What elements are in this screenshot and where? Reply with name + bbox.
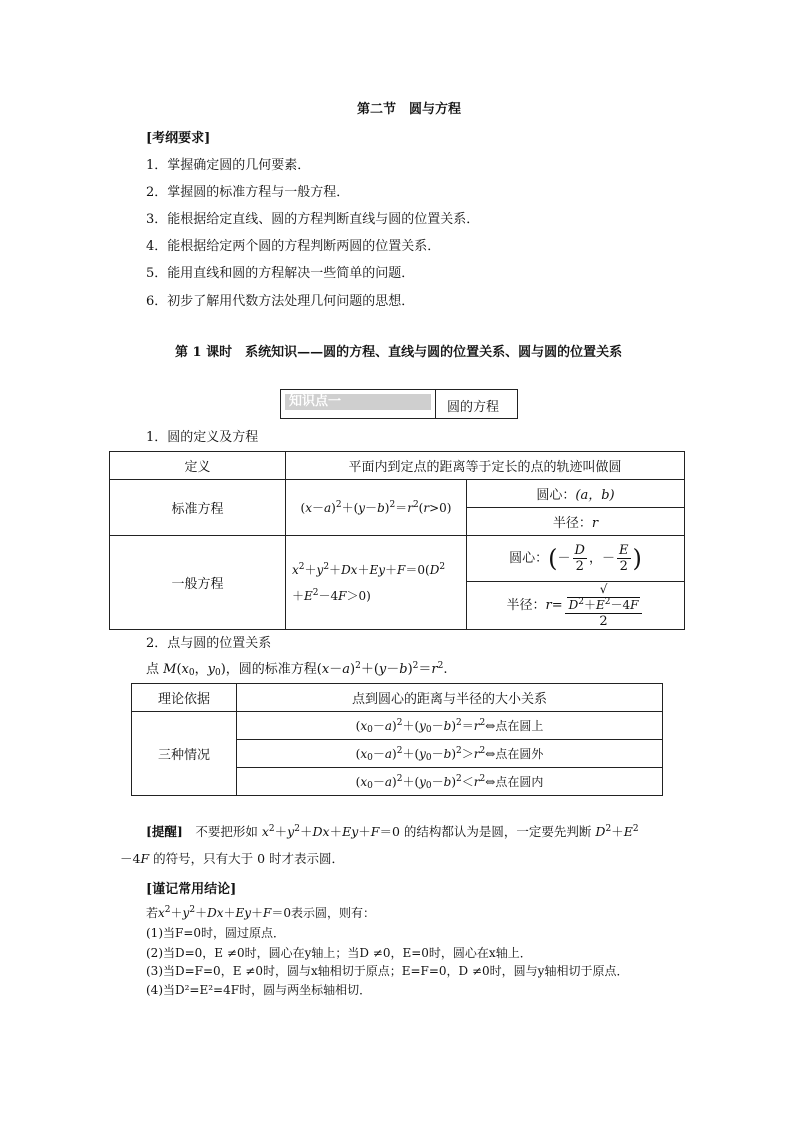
syllabus-item: 6．初步了解用代数方法处理几何问题的思想． bbox=[146, 294, 415, 309]
general-center-cell: 圆心：(－ $\frac{D}{2}$ ，－ $\frac{E}{2}$ ) bbox=[467, 536, 685, 582]
standard-equation: $(x-a)^2+(y-b)^2=r^2(r>0)$ bbox=[286, 480, 467, 536]
point-circle-table bbox=[131, 683, 663, 796]
conclusion-4: (4)当D²=E²=4F时，圆与两坐标轴相切． bbox=[146, 983, 372, 997]
syllabus-heading: [考纲要求] bbox=[146, 131, 211, 146]
syllabus-item: 4．能根据给定两个圆的方程判断两圆的位置关系． bbox=[146, 239, 441, 254]
point-standard-equation: 点 $M(x_0$，$y_0$)，圆的标准方程$(x-a)^2+(y-b)^2=r^2$. bbox=[146, 661, 448, 678]
syllabus-item: 1．掌握确定圆的几何要素． bbox=[146, 158, 311, 173]
knowledge-box-divider bbox=[435, 390, 436, 418]
relation-on-circle: $(x_0-a)^2+(y_0-b)^2=r^2\Leftrightarrow$点在圆上 bbox=[237, 712, 663, 740]
three-cases-cell: 三种情况 bbox=[132, 712, 237, 796]
knowledge-point-tag-text: 知识点一 bbox=[289, 394, 342, 409]
general-radius-cell: 半径：r= √ $D^2+E^2-4F$ 2 bbox=[467, 582, 685, 630]
tip-line-2: －4F 的符号，只有大于 0 时才表示圆． bbox=[120, 851, 345, 866]
knowledge-point-tag bbox=[285, 394, 431, 410]
standard-center-cell: 圆心：(a，b) bbox=[467, 480, 685, 508]
section1-heading: 1．圆的定义及方程 bbox=[146, 430, 259, 445]
def-label-cell: 定义 bbox=[110, 452, 286, 480]
lesson-title: 第 1 课时 系统知识——圆的方程、直线与圆的位置关系、圆与圆的位置关系 bbox=[175, 345, 623, 360]
syllabus-item: 3．能根据给定直线、圆的方程判断直线与圆的位置关系． bbox=[146, 212, 480, 227]
conclusions-intro: 若$x^2+y^2+Dx+Ey+F=0$表示圆，则有： bbox=[146, 905, 376, 920]
section2-heading: 2．点与圆的位置关系 bbox=[146, 636, 272, 651]
syllabus-item: 2．掌握圆的标准方程与一般方程． bbox=[146, 185, 350, 200]
standard-radius-cell: 半径：r bbox=[467, 508, 685, 536]
tip-line-1: [提醒] 不要把形如 $x^2+y^2+Dx+Ey+F=0$ 的结构都认为是圆，一定要先判断 $D^2+E^2$ bbox=[146, 824, 639, 839]
page-title: 第二节 圆与方程 bbox=[357, 102, 462, 117]
general-equation: $x^2+y^2+Dx+Ey+F=0(D^2$ $+E^2-4F>0$) bbox=[286, 536, 467, 630]
knowledge-point-label: 圆的方程 bbox=[447, 400, 500, 415]
theory-label-cell: 理论依据 bbox=[132, 684, 237, 712]
def-text-cell: 平面内到定点的距离等于定长的点的轨迹叫做圆 bbox=[286, 452, 685, 480]
relation-header-cell: 点到圆心的距离与半径的大小关系 bbox=[237, 684, 663, 712]
conclusions-heading: [谨记常用结论] bbox=[146, 882, 237, 897]
circle-definition-table bbox=[109, 451, 685, 630]
conclusion-3: (3)当D=F=0，E ≠0时，圆与x轴相切于原点；E=F=0，D ≠0时，圆与y轴相切于原点． bbox=[146, 964, 629, 978]
knowledge-point-box bbox=[280, 389, 518, 419]
general-label-cell: 一般方程 bbox=[110, 536, 286, 630]
relation-inside-circle: $(x_0-a)^2+(y_0-b)^2<r^2\Leftrightarrow$点在圆内 bbox=[237, 768, 663, 796]
conclusion-1: (1)当F=0时，圆过原点． bbox=[146, 926, 286, 940]
standard-label-cell: 标准方程 bbox=[110, 480, 286, 536]
conclusion-2: (2)当D=0，E ≠0时，圆心在y轴上；当D ≠0，E=0时，圆心在x轴上． bbox=[146, 946, 532, 960]
relation-outside-circle: $(x_0-a)^2+(y_0-b)^2>r^2\Leftrightarrow$点在圆外 bbox=[237, 740, 663, 768]
syllabus-item: 5．能用直线和圆的方程解决一些简单的问题． bbox=[146, 266, 415, 281]
